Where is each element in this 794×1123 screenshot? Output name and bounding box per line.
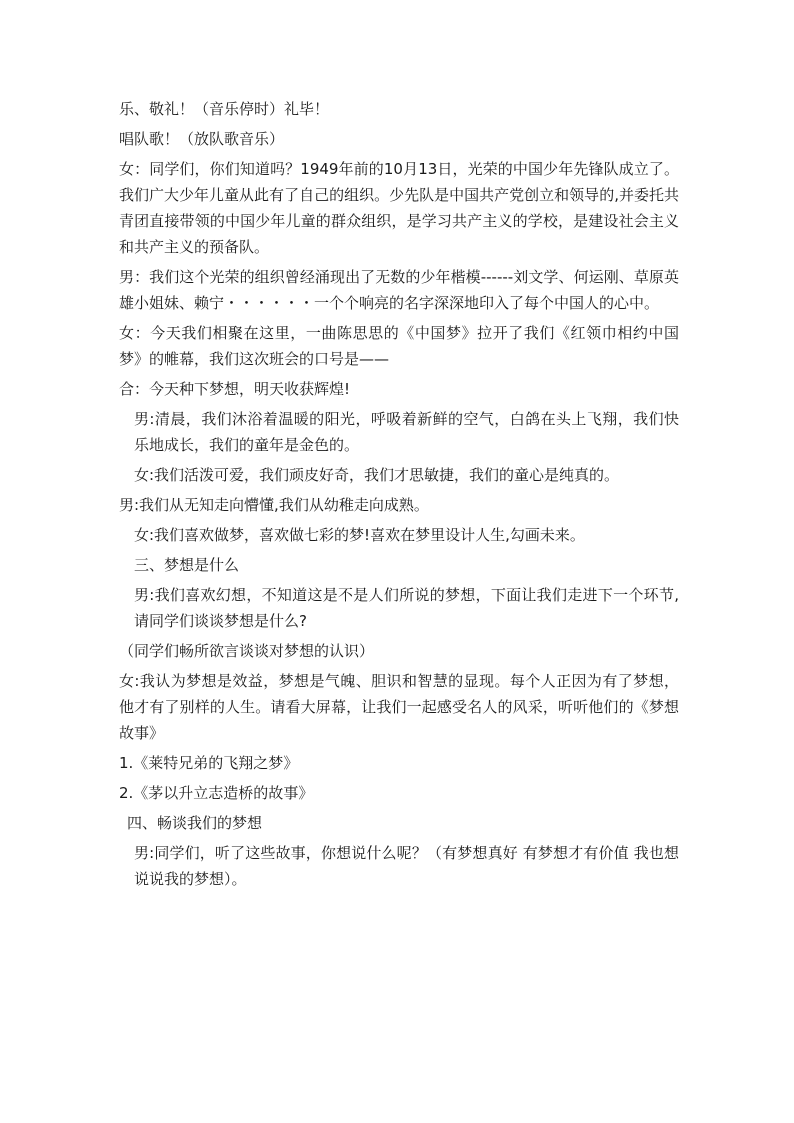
paragraph: 女：同学们，你们知道吗？1949年前的10月13日，光荣的中国少年先锋队成立了。我们广大少年儿童从此有了自己的组织。少先队是中国共产党创立和领导的,并委托共青团直接带领的中国少年儿童的群众组织，是学习共产主义的学校，是建设社会主义和共产主义的预备队。 <box>119 160 679 256</box>
paragraph: 男:我们喜欢幻想，不知道这是不是人们所说的梦想，下面让我们走进下一个环节,请同学们谈谈梦想是什么? <box>134 586 679 630</box>
document-body <box>119 96 679 896</box>
list-item: 2.《茅以升立志造桥的故事》 <box>119 784 314 802</box>
paragraph: 男:清晨，我们沐浴着温暖的阳光，呼吸着新鲜的空气，白鸽在头上飞翔，我们快乐地成长，我们的童年是金色的。 <box>134 410 679 454</box>
paragraph: （同学们畅所欲言谈谈对梦想的认识） <box>119 642 375 660</box>
paragraph: 男:我们从无知走向懵懂,我们从幼稚走向成熟。 <box>119 496 429 514</box>
paragraph: 男:同学们，听了这些故事，你想说什么呢？（有梦想真好 有梦想才有价值 我也想说说我的梦想）。 <box>134 844 679 888</box>
section-heading: 三、梦想是什么 <box>134 556 240 574</box>
paragraph: 男：我们这个光荣的组织曾经涌现出了无数的少年楷模------刘文学、何运刚、草原英雄小姐妹、赖宁・・・・・・一个个响亮的名字深深地印入了每个中国人的心中。 <box>119 268 679 312</box>
paragraph: 女:我认为梦想是效益，梦想是气魄、胆识和智慧的显现。每个人正因为有了梦想，他才有了别样的人生。请看大屏幕，让我们一起感受名人的风采，听听他们的《梦想故事》 <box>119 672 679 742</box>
paragraph: 唱队歌！（放队歌音乐） <box>119 130 285 148</box>
paragraph: 合：今天种下梦想，明天收获辉煌! <box>119 380 351 398</box>
list-item: 1.《莱特兄弟的飞翔之梦》 <box>119 754 299 772</box>
paragraph: 女：今天我们相聚在这里，一曲陈思思的《中国梦》拉开了我们《红领巾相约中国梦》的帷幕，我们这次班会的口号是—— <box>119 324 679 368</box>
paragraph: 女:我们喜欢做梦，喜欢做七彩的梦!喜欢在梦里设计人生,勾画未来。 <box>134 526 585 544</box>
paragraph: 女:我们活泼可爱，我们顽皮好奇，我们才思敏捷，我们的童心是纯真的。 <box>134 466 620 484</box>
section-heading: 四、畅谈我们的梦想 <box>127 814 263 832</box>
paragraph: 乐、敬礼！（音乐停时）礼毕！ <box>119 100 330 118</box>
